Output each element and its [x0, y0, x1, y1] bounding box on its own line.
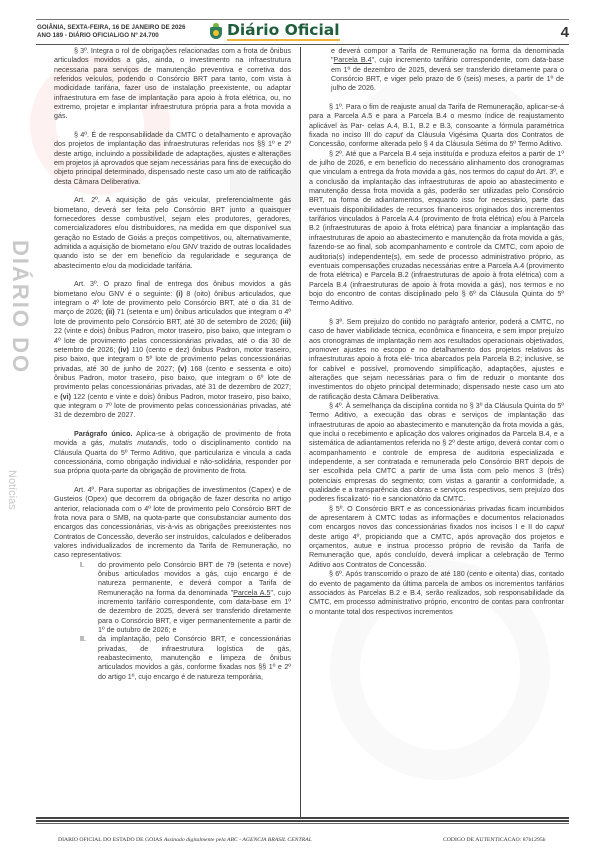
watermark-subtext: Notícias: [6, 470, 18, 510]
watermark-subtext-box: [2, 470, 22, 550]
footer-rule: [36, 820, 569, 822]
diario-oficial-logo: [208, 20, 340, 42]
right-column: [309, 47, 564, 617]
parcela-b4-link: Parcela B.4: [333, 56, 372, 65]
header-date: GOIÂNIA, SEXTA-FEIRA, 16 DE JANEIRO DE 2026: [37, 24, 186, 31]
paragraph-art4-par2: § 2º. Até que a Parcela B.4 seja instituída e produza efeitos a partir de 1º de julho de 2026, e em benefício do necessário alinhamento dos cronogramas que vinculam a entrega da frota movida a gás, nos termos do caput do Art. 3º, e a conclusão da implantação das infraestruturas de apoio ao abastecimento e manutenção dessa frota movida a gás, poderão ser utilizadas pelo Consórcio BRT, na forma de adiantamentos, enquanto isso for necessário, parte das eventuais disponibilidades de recursos financeiros originados dos incrementos tarifários vinculados à Parcela A.4 (provimento de frota elétrica) e/ou à Parcela B.2 (infraestruturas de apoio à frota elétrica) para financiar a implantação das infraestruturas de apoio ao abastecimento e manutenção da frota movida a gás, fazendo-se ao final, sob acompanhamento e controle da CMTC, com apoio de auditoria(s) independente(s), em sede de processo administrativo próprio, as eventuais compensações cruzadas necessárias entre a Parcela A.4 (provimento de frota elétrica) e Parcela B.2 (infraestruturas de apoio à frota elétrica) com a Parcela B.4 (infraestruturas de apoio à frota movida a gás), nos termos e no bojo do encontro de contas disciplinado pelo § 6º da Cláusula Quinta do 5º Termo Aditivo.: [309, 149, 564, 308]
parcela-a5-link: Parcela A.5: [233, 588, 271, 597]
page-number: 4: [560, 24, 569, 41]
header-rule: [36, 44, 569, 45]
logo-text: Diário Oficial: [227, 20, 340, 39]
paragraph-art4-par5: § 5º. O Consórcio BRT e as concessionárias privadas ficam incumbidos de apresentarem à CMTC todas as informações e documentos relacionados com encargos novos das concessionárias fixados nos incisos I e II do caput deste artigo 4º, propiciando que a CMTC, após aprovação dos projetos e orçamentos, autue e instrua processo próprio de revisão da Tarifa de Remuneração que, após concluído, deverá implicar a celebração de Termo Aditivo aos Contratos de Concessão.: [309, 504, 564, 569]
footer-signature: [58, 837, 312, 843]
left-column: [54, 47, 291, 682]
paragraph-art4-par3: § 3º. Sem prejuízo do contido no parágrafo anterior, poderá a CMTC, no caso de haver viabilidade técnica, econômica e financeira, e sem impor prejuízo aos cronogramas de implantação nem aos resultados operacionais objetivados, promover ajustes no escopo e no detalhamento dos projetos relativos às infraestruturas apoio à frota elé- trica abarcados pela Parcela B.2; inclusive, se for cabível e possível, promovendo simplificação, adaptações, ajustes e alterações que sejam necessárias para o fim de reduzir o montante dos investimentos do objeto principal determinado; dispensado neste caso um ato de ratificação desta Câmara Deliberativa.: [309, 317, 564, 401]
paragraph-art4-par6: § 6º. Após transcorrido o prazo de até 180 (cento e oitenta) dias, contado do evento de pagamento da última parcela de ambos os incrementos tarifários associados às Parcelas B.2 e B.4, serão realizados, sob responsabilidade da CMTC, em processo administrativo próprio, encontro de contas para confrontar o montante total dos respectivos incrementos: [309, 570, 564, 616]
authentication-code: CODIGO DE AUTENTICACAO: 87b1295b: [443, 837, 546, 843]
watermark-text-box: [2, 240, 42, 440]
footer-signed-by: Assinado digitalmente pela ABC - AGENCIA BRASIL CENTRAL: [163, 837, 312, 843]
list-item: I. do provimento pelo Consórcio BRT de 79 (setenta e nove) ônibus articulados movidos a gás, cujo encargo é de natureza permanente, e deverá compor a Tarifa de Remuneração na forma da denominada "Parcela A.5", cujo incremento tarifário correspondente, com data-base em 1º de dezembro de 2025, deverá ser transferido diretamente para o Consórcio BRT, e viger permanentemente a partir de 1º de outubro de 2026; e: [80, 560, 292, 635]
paragraph-art2: Art. 2º. A aquisição de gás veicular, preferencialmente gás biometano, deverá ser feita pelo Consórcio BRT junto a quaisquer fornecedores desse combustível, sejam eles produtores, geradores, comercializadores e/ou distribuidores, na medida em que disponível sua geração no Estado de Goiás a preços competitivos, ou, alternativamente, admitida a aquisição de biometano e/ou GNV trazido de outras localidades quando isto se der em benefício da regularidade e segurança de abastecimento e/ou da modicidade tarifária.: [54, 196, 291, 270]
paragraph-unico: Parágrafo único. Aplica-se à obrigação de provimento de frota movida a gás, mutatis mutandis, todo o disciplinamento contido na Cláusula Quarta do 5º Termo Aditivo, que particulariza e vincula a cada concessionária, como obrigação individual e não-solidária, responder por sua própria quota-parte da obrigação de provimento de frota.: [54, 429, 291, 476]
paragraph-item2-cont: e deverá compor a Tarifa de Remuneração na forma da denominada "Parcela B.4", cujo incremento tarifário correspondente, com data-base em 1º de dezembro de 2025, deverá ser transferido diretamente para o Consórcio BRT, e viger pelo prazo de 6 (seis) meses, a partir de 1º de julho de 2026.: [331, 47, 564, 93]
paragraph-art4-par1: § 1º. Para o fim de reajuste anual da Tarifa de Remuneração, aplicar-se-á para a Parcela A.5 e para a Parcela B.4 o mesmo índice de reajustamento aplicável às Par- celas A.4, B.1, B.2 e B.3, consoante a fórmula paramétrica fixada no inciso III do caput da Cláusula Vigésima Quarta dos Contratos de Concessão, conforme alterada pelo § 4 da Cláusula Sétima do 5º Termo Aditivo.: [309, 103, 564, 149]
footer-title: DIARIO OFICIAL DO ESTADO DE GOIAS: [58, 837, 163, 843]
paragraph-art1-par4: § 4º. É de responsabilidade da CMTC o detalhamento e aprovação dos projetos de implantação das infraestruturas referidas nos §§ 1º e 2º deste artigo, incluindo a possibilidade de adaptações, ajustes e alterações em projetos já aprovados que sejam necessárias para fins de execução do objeto principal determinado, dispensado neste caso um ato de ratificação desta Câmara Deliberativa.: [54, 131, 291, 186]
header-edition: ANO 189 - DIÁRIO OFICIAL/GO Nº 24.700: [37, 32, 159, 40]
paragraph-art3: Art. 3º. O prazo final de entrega dos ônibus movidos a gás biometano e/ou GNV é o seguinte: (i) 8 (oito) ônibus articulados, que integram o 4º lote de provimento pelo Consórcio BRT, até o dia 31 de março de 2026; (ii) 71 (setenta e um) ônibus articulados que integram o 4º lote de provimento pelo Consórcio BRT, até 30 de setembro de 2026; (iii) 22 (vinte e dois) ônibus Padron, motor traseiro, piso baixo, que integram o 4º lote de provimento pelas concessionárias privadas, até o dia 30 de setembro de 2026; (iv) 110 (cento e dez) ônibus Padron, motor traseiro, piso baixo, que integram o 5º lote de provimento pelas concessionárias privadas, até 30 de junho de 2027; (v) 168 (cento e sessenta e oito) ônibus Padron, motor traseiro, piso baixo, que integram o 6º lote de provimento pelas concessionárias privadas, até 31 de dezembro de 2027; e (vi) 122 (cento e vinte e dois) ônibus Padron, motor traseiro, piso baixo, que integram o 7º lote de provimento pelas concessionárias privadas, até 31 de dezembro de 2027.: [54, 280, 292, 420]
list-item: II. da implantação, pelo Consórcio BRT, e concessionárias privadas, de infraestrutura logística de gás, reabastecimento, manutenção e limpeza de ônibus articulados movidos a gás, conforme fixadas nos §§ 1º e 2º do artigo 1º, cujo encargo é de natureza temporária,: [80, 635, 291, 681]
header-info: [37, 24, 186, 40]
goias-emblem-icon: [208, 23, 224, 40]
footer-rule: [36, 817, 569, 819]
column-divider: [300, 47, 301, 817]
footer-rule: [36, 823, 569, 824]
paragraph-art4: Art. 4º. Para suportar as obrigações de investimentos (Capex) e de Gusteios (Opex) que decorrem da obrigação de fazer descrita no artigo anterior, relacionada com o 4º lote de provimento pelo Consórcio BRT de frota nova para o SMB, na quota-parte que consubstanciar aumento dos encargos das concessionárias, vis-à-vis as obrigações preexistentes nos Contratos de Concessão, deverão ser instruídos, calculados e deliberados valores individualizados de incremento da Tarifa de Remuneração, no caso representativos:: [54, 485, 291, 560]
watermark-text: DIÁRIO DO: [8, 240, 33, 375]
paragraph-art4-par4: § 4º. À semelhança da disciplina contida no § 3º da Cláusula Quinta do 5º Termo Aditivo, a execução das obras e serviços de implantação das infraestruturas de apoio ao abastecimento e manutenção da frota movida a gás, que inclui o recebimento e aplicação dos valores originados da Parcela B.4, e a sistemática de adiantamentos referida no § 2º deste artigo, deverá contar com o acompanhamento e controle de empresa de auditoria especializada e independente, a ser contratada e remunerada pelo Consórcio BRT depois de ser escolhida pela CMTC a partir de uma lista com pelo menos 3 (três) potenciais empresas do segmento; com vistas a garantir a conformidade, a qualidade e a transparência das obras e serviços respectivos, sem prejuízo dos poderes fiscalizató- rio e sancionatório da CMTC.: [309, 401, 564, 504]
paragraph-art1-par3: § 3º. Integra o rol de obrigações relacionadas com a frota de ônibus articulados movidos a gás, ainda, o investimento na infraestrutura necessaria para serviços de manutenção preventiva e corretiva dos referidos veículos, podendo o Consórcio BRT para tanto, com vista à modicidade tarifária, fazer uso de instalação preexistente, ou adaptar infraestrutura em fase de implantação para apoio à frota elétrica, ou, no extremo, projetar e implantar infraestrutura própria para a frota movida a gás.: [54, 47, 291, 121]
